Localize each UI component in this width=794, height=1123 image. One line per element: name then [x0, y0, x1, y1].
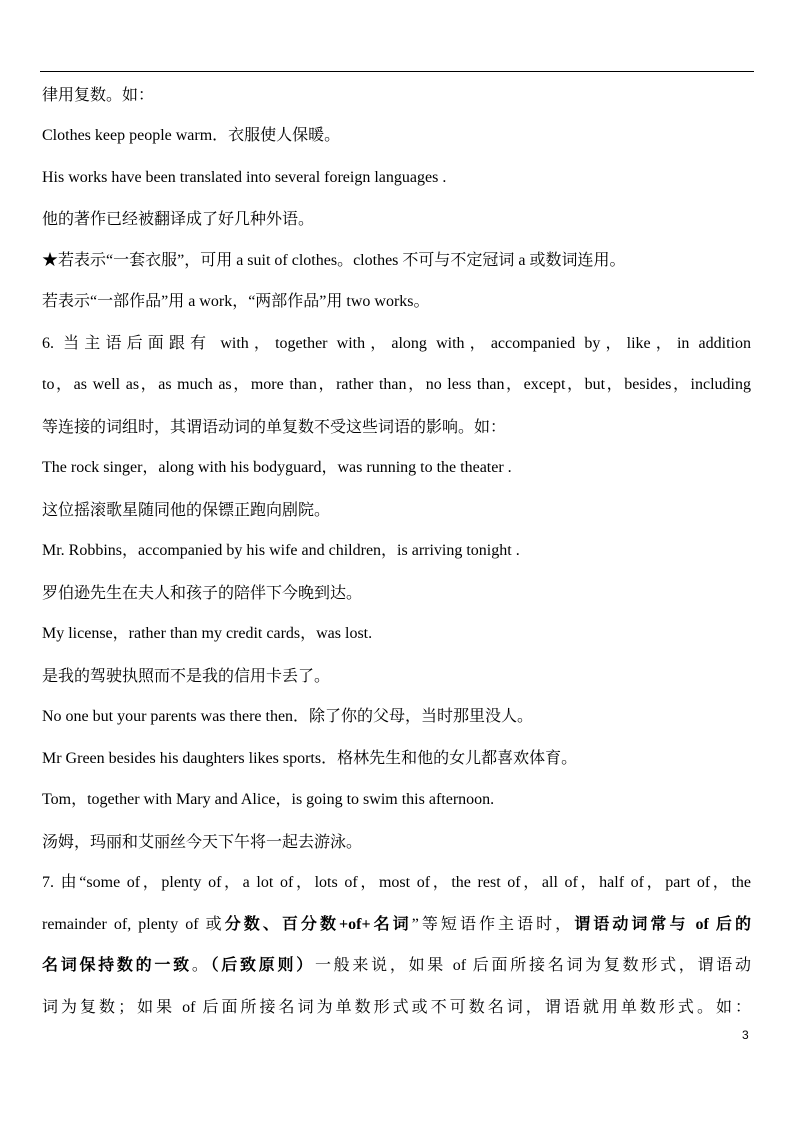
- text-line: 词为复数；如果 of 后面所接名词为单数形式或不可数名词，谓语就用单数形式。如：: [42, 999, 751, 1016]
- text-line: 汤姆，玛丽和艾丽丝今天下午将一起去游泳。: [42, 832, 363, 851]
- text-line: 等连接的词组时，其谓语动词的单复数不受这些词语的影响。如：: [42, 417, 507, 436]
- text-line: to，as well as，as much as，more than，rather than，no less than，except，but，besides，including: [42, 376, 751, 393]
- text-line: 是我的驾驶执照而不是我的信用卡丢了。: [42, 666, 331, 685]
- page-number: 3: [742, 1028, 749, 1042]
- bold-segment: （后致原则）: [210, 957, 315, 974]
- text-line: [42, 955, 751, 977]
- text-line: No one but your parents was there then．除了你的父母，当时那里没人。: [42, 708, 534, 725]
- text-segment: 。: [191, 957, 211, 974]
- text-line: [42, 914, 751, 936]
- text-line: My license，rather than my credit cards，was lost.: [42, 625, 373, 642]
- bold-segment: 名词保持数的一致: [42, 957, 192, 974]
- bold-segment: 谓语动词常与 of 后的: [574, 916, 751, 933]
- bold-segment: 分数、百分数+of+名词: [224, 916, 412, 933]
- text-line: Mr. Robbins，accompanied by his wife and children，is arriving tonight .: [42, 542, 520, 559]
- text-line: Clothes keep people warm．衣服使人保暖。: [42, 127, 341, 144]
- text-line: 7. 由“some of，plenty of，a lot of，lots of，most of，the rest of，all of，half of，part of，the: [42, 874, 751, 891]
- text-line: The rock singer，along with his bodyguard，was running to the theater .: [42, 459, 512, 476]
- text-segment: 一般来说，如果 of 后面所接名词为复数形式，谓语动: [314, 957, 751, 974]
- text-line: Tom，together with Mary and Alice，is going to swim this afternoon.: [42, 791, 495, 808]
- text-line: 他的著作已经被翻译成了好几种外语。: [42, 209, 315, 228]
- text-segment: ”等短语作主语时，: [411, 916, 575, 933]
- header-rule: [40, 71, 754, 72]
- text-line: ★若表示“一套衣服”，可用 a suit of clothes。clothes 不可与不定冠词 a 或数词连用。: [42, 252, 626, 269]
- text-line: 罗伯逊先生在夫人和孩子的陪伴下今晚到达。: [42, 583, 363, 602]
- text-line: 律用复数。如：: [42, 85, 155, 104]
- text-line: Mr Green besides his daughters likes sports．格林先生和他的女儿都喜欢体育。: [42, 750, 578, 767]
- text-line: 若表示“一部作品”用 a work，“两部作品”用 two works。: [42, 293, 430, 310]
- text-line: 6. 当主语后面跟有 with，together with，along with，accompanied by，like，in addition: [42, 335, 751, 352]
- text-line: 这位摇滚歌星随同他的保镖正跑向剧院。: [42, 500, 331, 519]
- text-segment: remainder of, plenty of 或: [42, 916, 225, 933]
- text-line: His works have been translated into several foreign languages .: [42, 169, 447, 186]
